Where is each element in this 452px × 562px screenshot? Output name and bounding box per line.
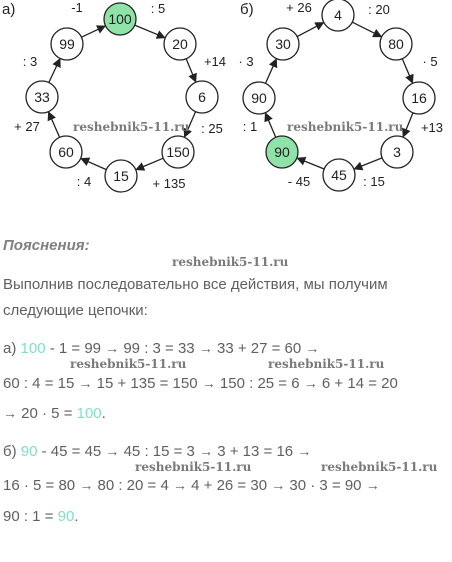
watermark: reshebnik5-11.ru [268,357,385,371]
chain-text: 20 · 5 = [17,405,77,422]
diagram-b-arrow [299,159,324,169]
arrow-icon: → [105,340,120,356]
diagram-a-arrow [81,27,103,37]
chain-b-line [3,505,78,529]
arrow-icon: → [78,375,93,391]
diagram-a-node-value: 33 [34,89,50,105]
diagram-a-arrow [138,158,164,169]
arrow-icon: → [198,340,213,356]
diagram-a-node-value: 15 [113,168,129,184]
chain-b-line [3,473,380,498]
arrow-icon: → [303,375,318,391]
chain-text: 3 + 13 = 16 [213,443,298,460]
chain-b-line [3,439,311,464]
arrow-icon: → [201,375,216,391]
diagram-b-node-value: 90 [251,90,267,106]
diagram-b-arrow [404,113,413,136]
diagram-b-operation-label: · 5 [422,54,438,69]
highlighted-number: 90 [20,443,38,460]
diagram-b-node-value: 45 [331,167,347,183]
chain-a-line [3,371,398,396]
diagram-b-operation-label: : 1 [242,119,258,134]
diagram-b-operation-label: + 26 [286,0,312,15]
chain-text: 99 : 3 = 33 [119,340,199,357]
diagram-b-node-value: 16 [411,90,427,106]
diagram-a-arrow [186,59,195,81]
intro-line-2: следующие цепочки: [3,302,148,319]
chain-text: 150 : 25 = 6 [215,375,304,392]
arrow-icon: → [3,405,17,421]
watermark: reshebnik5-11.ru [70,357,187,371]
diagram-a-operation-label: : 4 [76,174,92,189]
diagram-a-label: а) [2,1,16,18]
watermark: reshebnik5-11.ru [172,255,289,269]
watermark: reshebnik5-11.ru [287,120,404,134]
chain-text: б) [3,443,21,460]
diagram-b-node-value: 4 [334,7,342,23]
arrow-icon: → [79,477,94,493]
arrow-icon: → [105,443,120,459]
diagram-a-operation-label: + 27 [14,119,40,134]
diagram-b-operation-label: : 15 [363,174,385,189]
watermark: reshebnik5-11.ru [135,460,252,474]
diagram-b-arrow [352,22,380,36]
diagram-b-operation-label: · 3 [238,54,254,69]
diagram-a-operation-label: : 3 [22,54,38,69]
chain-text: 4 + 26 = 30 [186,477,272,494]
chain-text: 30 · 3 = 90 [285,477,366,494]
diagram-a-arrow [135,25,164,37]
diagram-b-operation-label: +13 [420,120,444,135]
diagram-b-arrow [297,23,322,36]
arrow-icon: → [365,477,380,493]
chain-text: . [101,405,106,422]
diagram-a-node-value: 20 [172,36,188,52]
chain-text: - 1 = 99 [45,340,106,357]
diagram-a-node-value: 6 [198,89,206,105]
chain-text: 60 : 4 = 15 [3,375,79,392]
diagram-b-node-value: 30 [275,36,291,52]
diagram-a-arrow [49,60,59,82]
chain-text: а) [3,340,21,357]
diagram-a-node-value: 99 [59,36,75,52]
diagram-b-operation-label: : 20 [368,2,390,17]
watermark: reshebnik5-11.ru [321,460,438,474]
diagram-b-node-value: 3 [393,144,401,160]
arrow-icon: → [305,340,320,356]
highlighted-number: 100 [20,340,46,357]
highlighted-number: 90 [57,508,75,525]
diagram-b-node-value: 80 [388,36,404,52]
diagram-b-arrow [356,158,382,168]
diagram-a-operation-label: -1 [71,0,83,15]
chain-text: 15 + 135 = 150 [92,375,202,392]
chain-a-line [3,401,106,426]
diagram-b-operation-label: - 45 [287,174,311,189]
chain-text: . [74,508,79,525]
chain-text: 16 · 5 = 80 [3,477,80,494]
chain-text: 33 + 27 = 60 [212,340,306,357]
diagram-a-node-value: 60 [58,144,74,160]
diagram-a-operation-label: + 135 [152,176,186,191]
chain-text: 90 : 1 = [3,508,58,525]
diagrams [0,0,452,210]
diagram-a [14,0,226,192]
diagram-a-operation-label: : 25 [201,121,223,136]
diagram-b-node-value: 90 [274,144,290,160]
diagram-a-node-value: 100 [108,11,132,27]
diagram-a-node-value: 150 [166,144,190,160]
explanation-heading: Пояснения: [3,237,90,254]
arrow-icon: → [199,443,214,459]
arrow-icon: → [172,477,187,493]
chain-a-line [3,336,319,361]
diagram-b-arrow [266,115,276,138]
diagram-a-operation-label: : 5 [150,1,166,16]
highlighted-number: 100 [76,405,102,422]
chain-text: 6 + 14 = 20 [317,375,398,392]
arrow-icon: → [271,477,286,493]
chain-text: 80 : 20 = 4 [93,477,173,494]
intro-line-1: Выполнив последовательно все действия, мы получим [3,276,388,293]
diagram-b-arrow [265,60,275,83]
watermark: reshebnik5-11.ru [73,120,190,134]
diagram-a-operation-label: +14 [203,54,227,69]
diagram-a-arrow [49,113,59,137]
chain-text: - 45 = 45 [37,443,106,460]
chain-text: 45 : 15 = 3 [119,443,200,460]
diagram-b-arrow [402,59,412,82]
diagram-b [238,0,443,191]
diagram-a-arrow [82,159,106,169]
diagram-b-label: б) [240,1,254,18]
arrow-icon: → [297,443,312,459]
